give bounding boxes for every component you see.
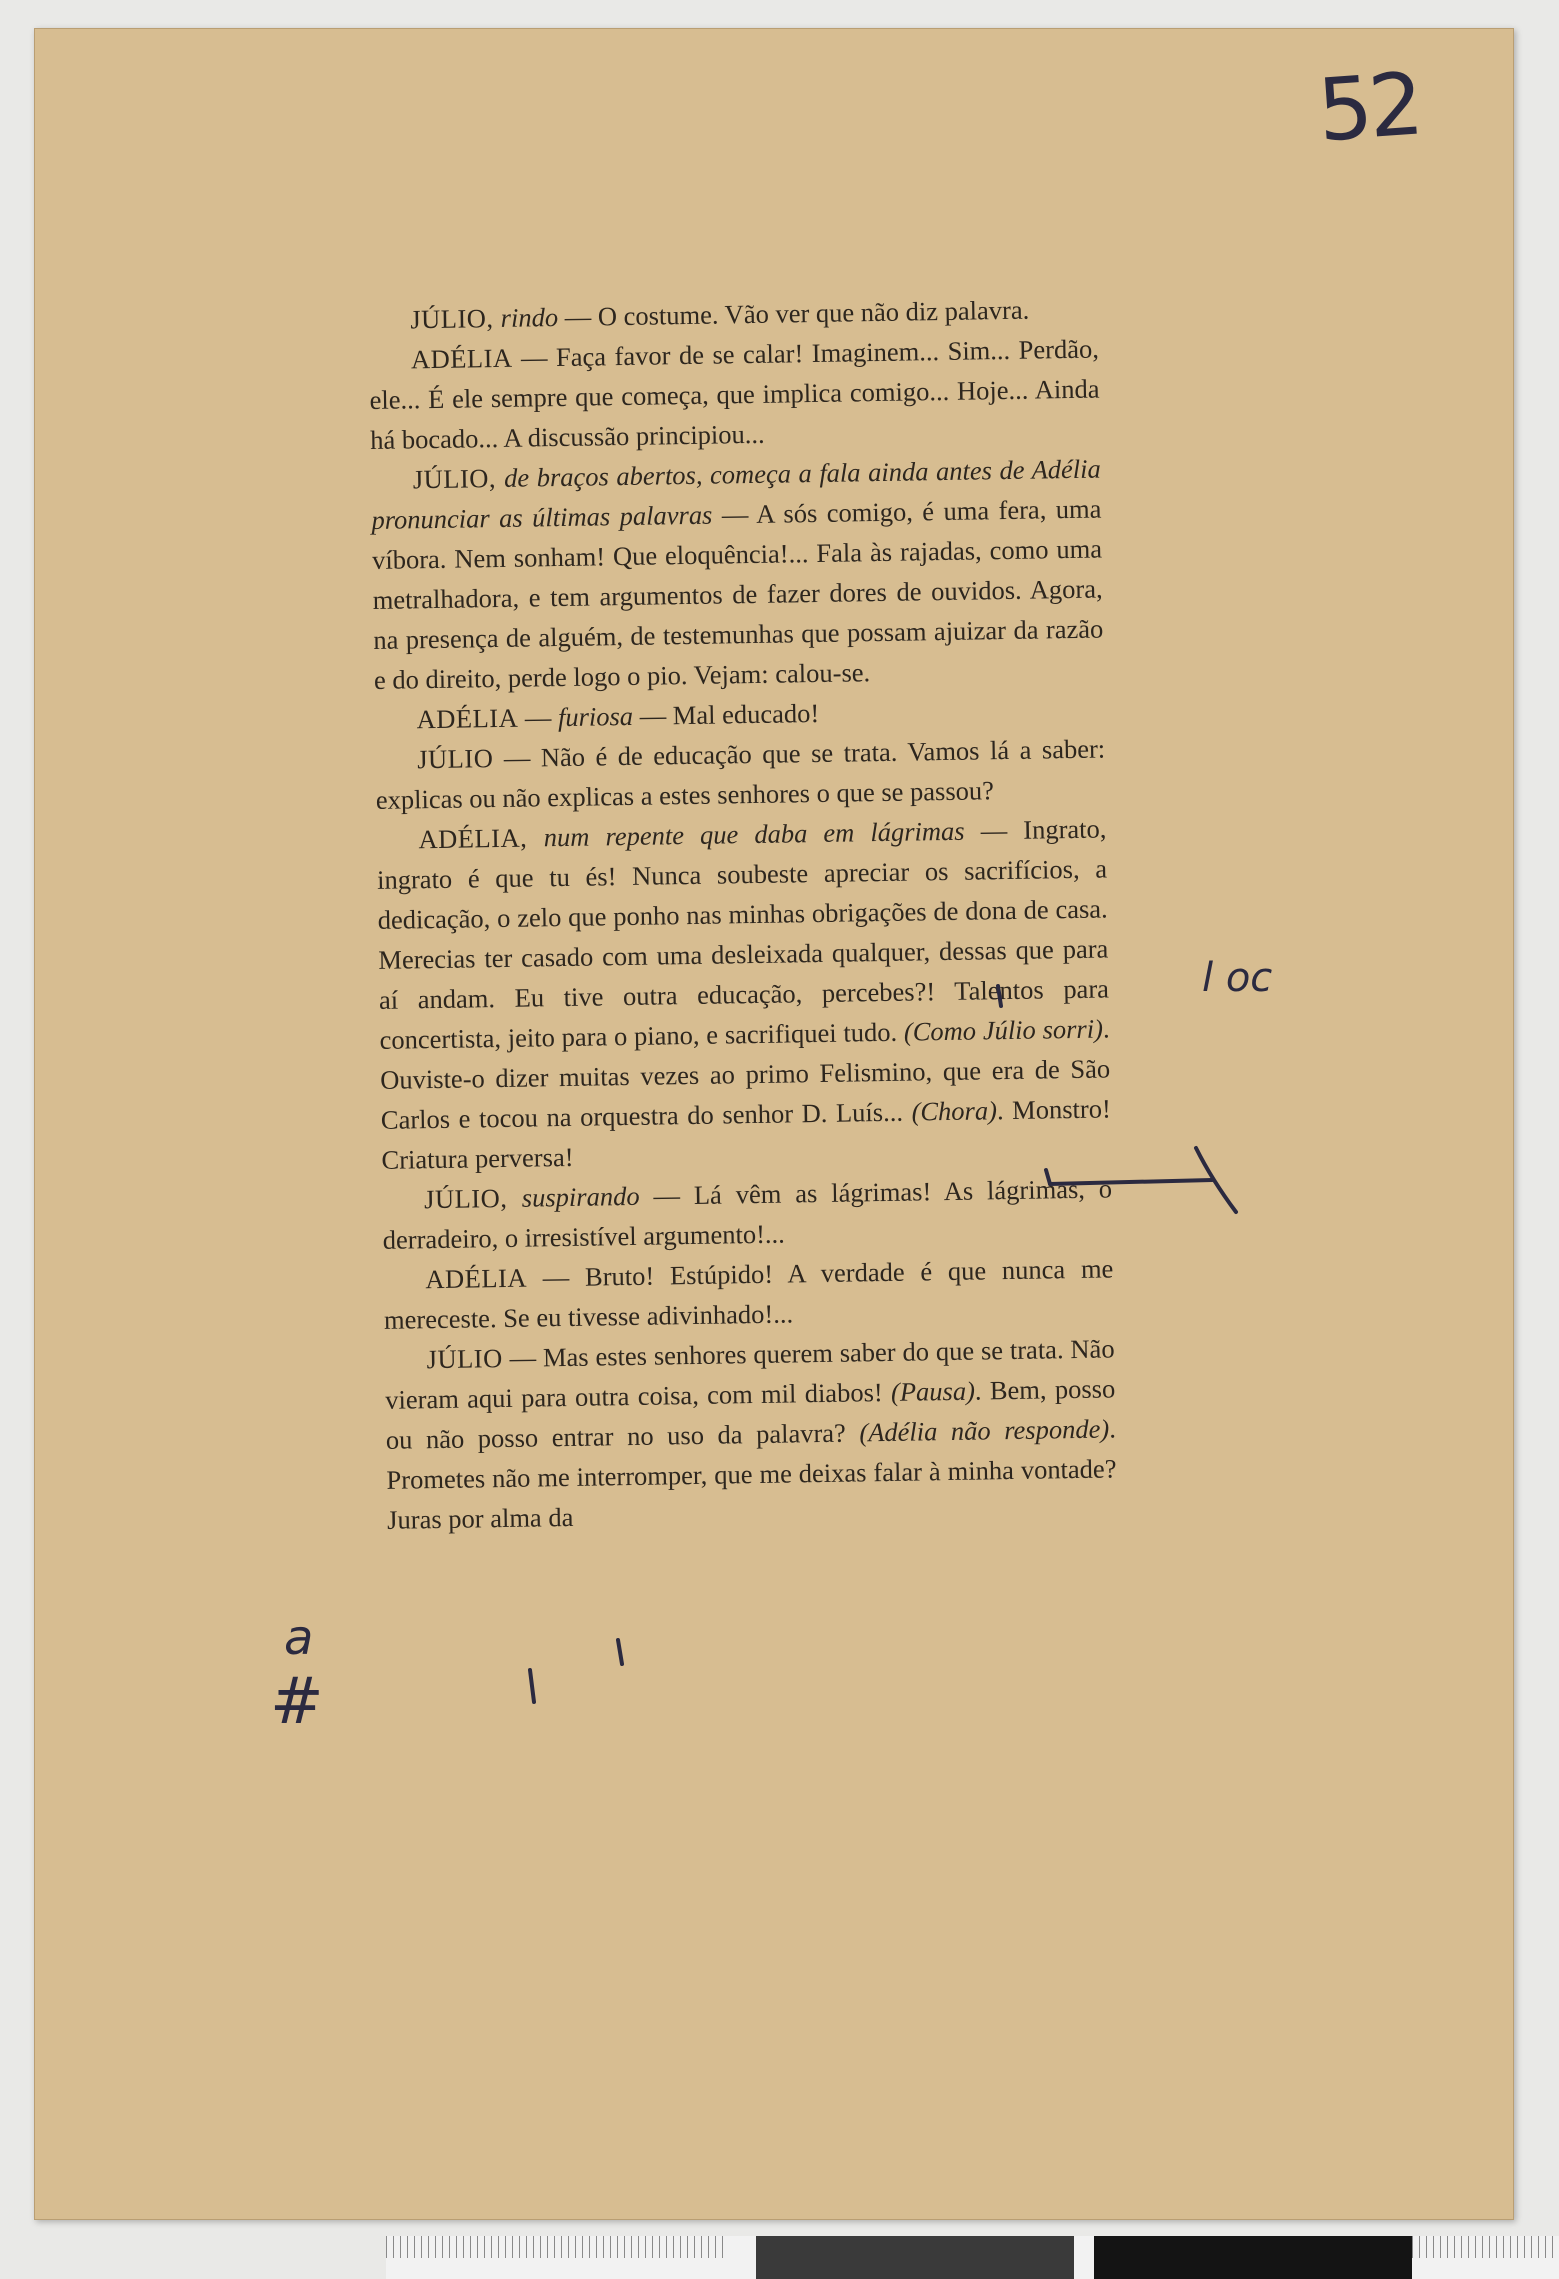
- dialogue-text: — Faça favor de se calar! Imaginem... Sim... Perdão, ele... É ele sempre que começa, que implica comigo... Hoje... Ainda há bocado... A discussão principiou...: [369, 333, 1100, 455]
- dialogue-text: — A sós comigo, é uma fera, uma víbora. Nem sonham! Que eloquência!... Fala às rajadas, como uma metralhadora, e tem argumentos de fazer dores de ouvidos. Agora, na presença de alguém, de testemunhas que possam ajuizar da razão e do direito, perde logo o pio. Vejam: calou-se.: [371, 493, 1104, 695]
- handwritten-page-number: 52: [1314, 54, 1423, 162]
- speaker-name: JÚLIO: [416, 743, 494, 775]
- ruler-scale: [386, 2236, 726, 2279]
- margin-note-left-a: a: [284, 1610, 314, 1666]
- ruler-band: [1074, 2236, 1094, 2279]
- insertion-line-mark: [1050, 1180, 1212, 1184]
- dialogue-text: — Ingrato, ingrato é que tu és! Nunca soubeste apreciar os sacrifícios, a dedicação, o zelo que ponho nas minhas obrigações de dona de casa. Merecias ter casado com uma desleixada qualquer, dessas que para aí andam. Eu tive outra educação, percebes?! Talentos para concertista, jeito para o piano, e sacrifiquei tudo.: [376, 813, 1110, 1055]
- margin-note-right: l oc: [1202, 955, 1273, 1001]
- dialogue-text: — Lá vêm as lágrimas! As lágrimas, o derradeiro, o irresistível argumento!...: [382, 1173, 1113, 1255]
- speaker-name: ADÉLIA: [416, 702, 519, 735]
- dialogue-text: . Monstro! Criatura perversa!: [381, 1093, 1112, 1175]
- margin-note-left-hash: #: [270, 1665, 324, 1739]
- ruler-band: [756, 2236, 1074, 2279]
- dialogue-text: — Não é de educação que se trata. Vamos lá a saber: explicas ou não explicas a estes senhores o que se passou?: [375, 733, 1106, 815]
- stage-direction: rindo: [500, 302, 559, 333]
- insertion-caret-mark: [1046, 1170, 1050, 1184]
- correction-stroke-mark: [618, 1640, 622, 1664]
- correction-stroke-mark: [530, 1670, 534, 1702]
- speaker-name: JÚLIO,: [423, 1182, 522, 1215]
- dialogue-text: — O costume. Vão ver que não diz palavra.: [557, 294, 1030, 333]
- correction-stroke-mark: [998, 986, 1001, 1006]
- speaker-name: JÚLIO: [426, 1343, 503, 1375]
- ruler-band: [726, 2236, 756, 2279]
- dialogue-text: — Bruto! Estúpido! A verdade é que nunca me mereceste. Se eu tivesse adivinhado!...: [383, 1253, 1114, 1335]
- dialogue-text: . Prometes não me interromper, que me deixas falar à minha vontade? Juras por alma da: [386, 1413, 1117, 1535]
- stage-direction: (Adélia não responde): [859, 1413, 1110, 1448]
- speaker-name: ADÉLIA: [410, 342, 513, 375]
- dialogue-text: — Mas estes senhores querem saber do que se trata. Não vieram aqui para outra coisa, com mil diabos!: [385, 1333, 1115, 1415]
- dialogue-text: — Mal educado!: [632, 697, 820, 731]
- stage-direction: de braços abertos, começa a fala ainda antes de Adélia pronunciar as últimas palavras: [371, 453, 1101, 535]
- speaker-name: ADÉLIA: [425, 1262, 528, 1295]
- stage-direction: (Como Júlio sorri): [903, 1013, 1104, 1047]
- dialogue-text: —: [517, 702, 559, 733]
- dialogue-text: . Bem, posso ou não posso entrar no uso da palavra?: [385, 1373, 1116, 1455]
- ruler-band: [1094, 2236, 1412, 2279]
- ruler-scale: [1412, 2236, 1559, 2279]
- stage-direction: suspirando: [521, 1180, 640, 1213]
- dialogue-text: . Ouviste-o dizer muitas vezes ao primo Felismino, que era de São Carlos e tocou na orquestra do senhor D. Luís...: [380, 1013, 1111, 1135]
- speaker-name: JÚLIO,: [412, 462, 505, 495]
- stage-direction: (Pausa): [890, 1375, 976, 1407]
- speaker-name: ADÉLIA,: [418, 822, 545, 855]
- speaker-name: JÚLIO,: [410, 302, 501, 335]
- stage-direction: (Chora): [911, 1095, 998, 1127]
- stage-direction: num repente que daba em lágrimas: [543, 815, 965, 853]
- stage-direction: furiosa: [557, 700, 634, 733]
- scan-color-ruler: [386, 2236, 1559, 2279]
